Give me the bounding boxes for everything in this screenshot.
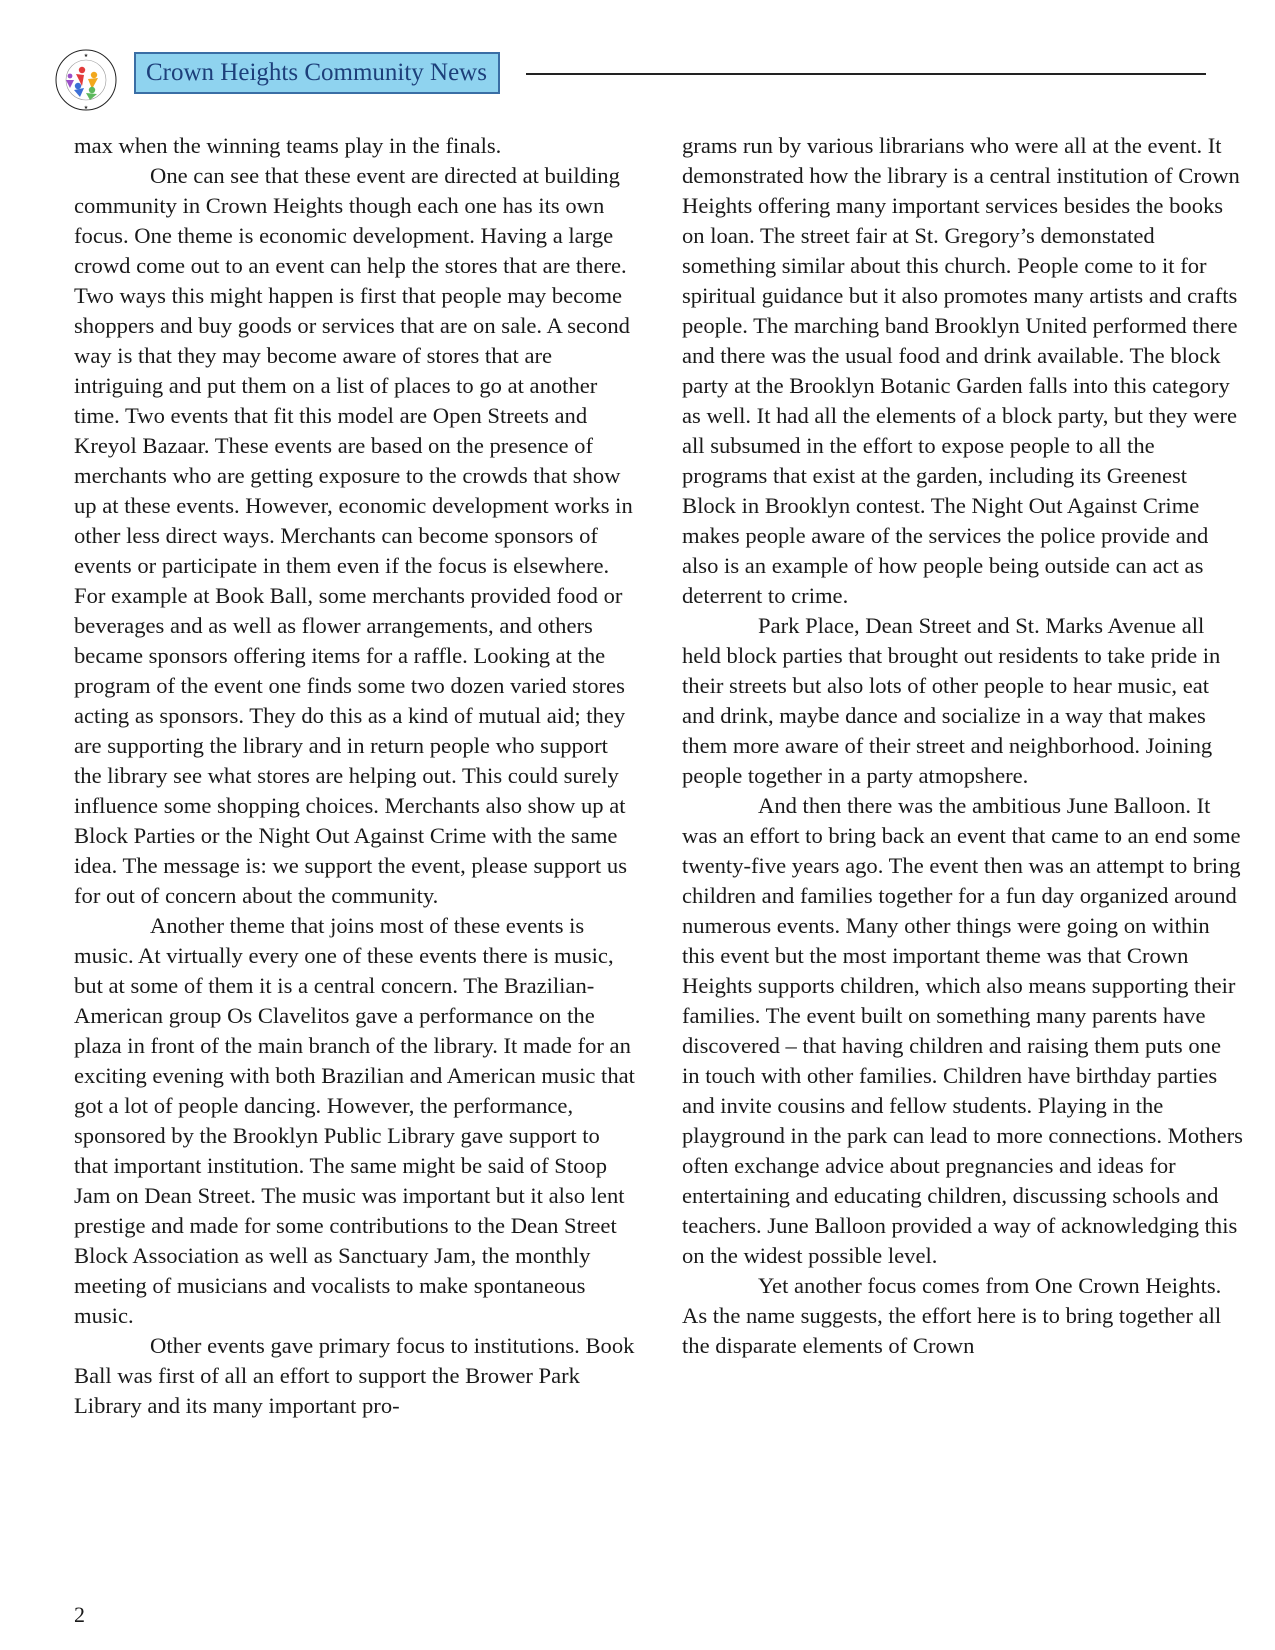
paragraph-music: Another theme that joins most of these events is music. At virtually every one of these events there is music, but at some of them it is a central concern. The Brazilian-American group Os Clavelitos gave a performance on the plaza in front of the main branch of the library. It made for an exciting evening with both Brazilian and American music that got a lot of people dancing. However, the performance, sponsored by the Brooklyn Public Library gave support to that important institution. The same might be said of Stoop Jam on Dean Street. The music was important but it also lent prestige and made for some contributions to the Dean Street Block Association as well as Sanctuary Jam, the monthly meeting of musicians and vocalists to make spontaneous music. [74,913,635,1328]
page-number: 2 [74,1602,85,1627]
paragraph-economic-development: One can see that these event are directed at building community in Crown Heights though each one has its own focus. One theme is economic development. Having a large crowd come out to an event can help the stores that are there. Two ways this might happen is first that people may become shoppers and buy goods or services that are on sale. A second way is that they may become aware of stores that are intriguing and put them on a list of places to go at another time. Two events that fit this model are Open Streets and Kreyol Bazaar. These events are based on the presence of merchants who are getting exposure to the crowds that show up at these events. However, economic development works in other less direct ways. Merchants can become sponsors of events or participate in them even if the focus is elsewhere. For example at Book Ball, some merchants provided food or beverages and as well as flower arrangements, and others became sponsors offering items for a raffle. Looking at the program of the event one finds some two dozen varied stores acting as sponsors. They do this as a kind of mutual aid; they are supporting the library and in return people who support the library see what stores are helping out. This could surely influence some shopping choices. Merchants also show up at Block Parties or the Night Out Against Crime with the same idea. The message is: we support the event, please support us for out of concern about the community. [74,163,633,908]
paragraph-june-balloon: And then there was the ambitious June Balloon. It was an effort to bring back an event that came to an end some twenty-five years ago. The event then was an attempt to bring children and families together for a fun day organized around numerous events. Many other things were going on within this event but the most important theme was that Crown Heights supports children, which also means supporting their families. The event built on something many parents have discovered – that having children and raising them puts one in touch with other families. Children have birthday parties and invite cousins and fellow students. Playing in the playground in the park can lead to more connections. Mothers often exchange advice about pregnancies and ideas for entertaining and educating children, discussing schools and teachers. June Balloon provided a way of acknowledging this on the widest possible level. [682,793,1243,1268]
paragraph-continuation: max when the winning teams play in the finals. [74,133,502,158]
organization-logo-icon [54,48,118,112]
article-left-column [74,131,636,1421]
header-divider [526,73,1206,75]
paragraph-block-parties: Park Place, Dean Street and St. Marks Avenue all held block parties that brought out residents to take pride in their streets but also lots of other people to hear music, eat and drink, maybe dance and socialize in a way that makes them more aware of their street and neighborhood. Joining people together in a party atmopshere. [682,613,1221,788]
paragraph-institutions-continued: grams run by various librarians who were all at the event. It demonstrated how the library is a central institution of Crown Heights offering many important services besides the books on loan. The street fair at St. Gregory’s demonstated something similar about this church. People come to it for spiritual guidance but it also promotes many artists and crafts people. The marching band Brooklyn United performed there and there was the usual food and drink available. The block party at the Brooklyn Botanic Garden falls into this category as well. It had all the elements of a block party, but they were all subsumed in the effort to expose people to all the programs that exist at the garden, including its Greenest Block in Brooklyn contest. The Night Out Against Crime makes people aware of the services the police provide and also is an example of how people being outside can act as deterrent to crime. [682,133,1240,608]
page-header [54,42,1204,112]
paragraph-institutions: Other events gave primary focus to institutions. Book Ball was first of all an effort to support the Brower Park Library and its many important pro- [74,1333,635,1418]
article-right-column [682,131,1244,1361]
svg-text:★: ★ [83,53,89,59]
newsletter-title-banner: Crown Heights Community News [134,52,500,94]
paragraph-one-crown-heights: Yet another focus comes from One Crown Heights. As the name suggests, the effort here is to bring together all the disparate elements of Crown [682,1273,1222,1358]
svg-text:★: ★ [83,105,89,111]
